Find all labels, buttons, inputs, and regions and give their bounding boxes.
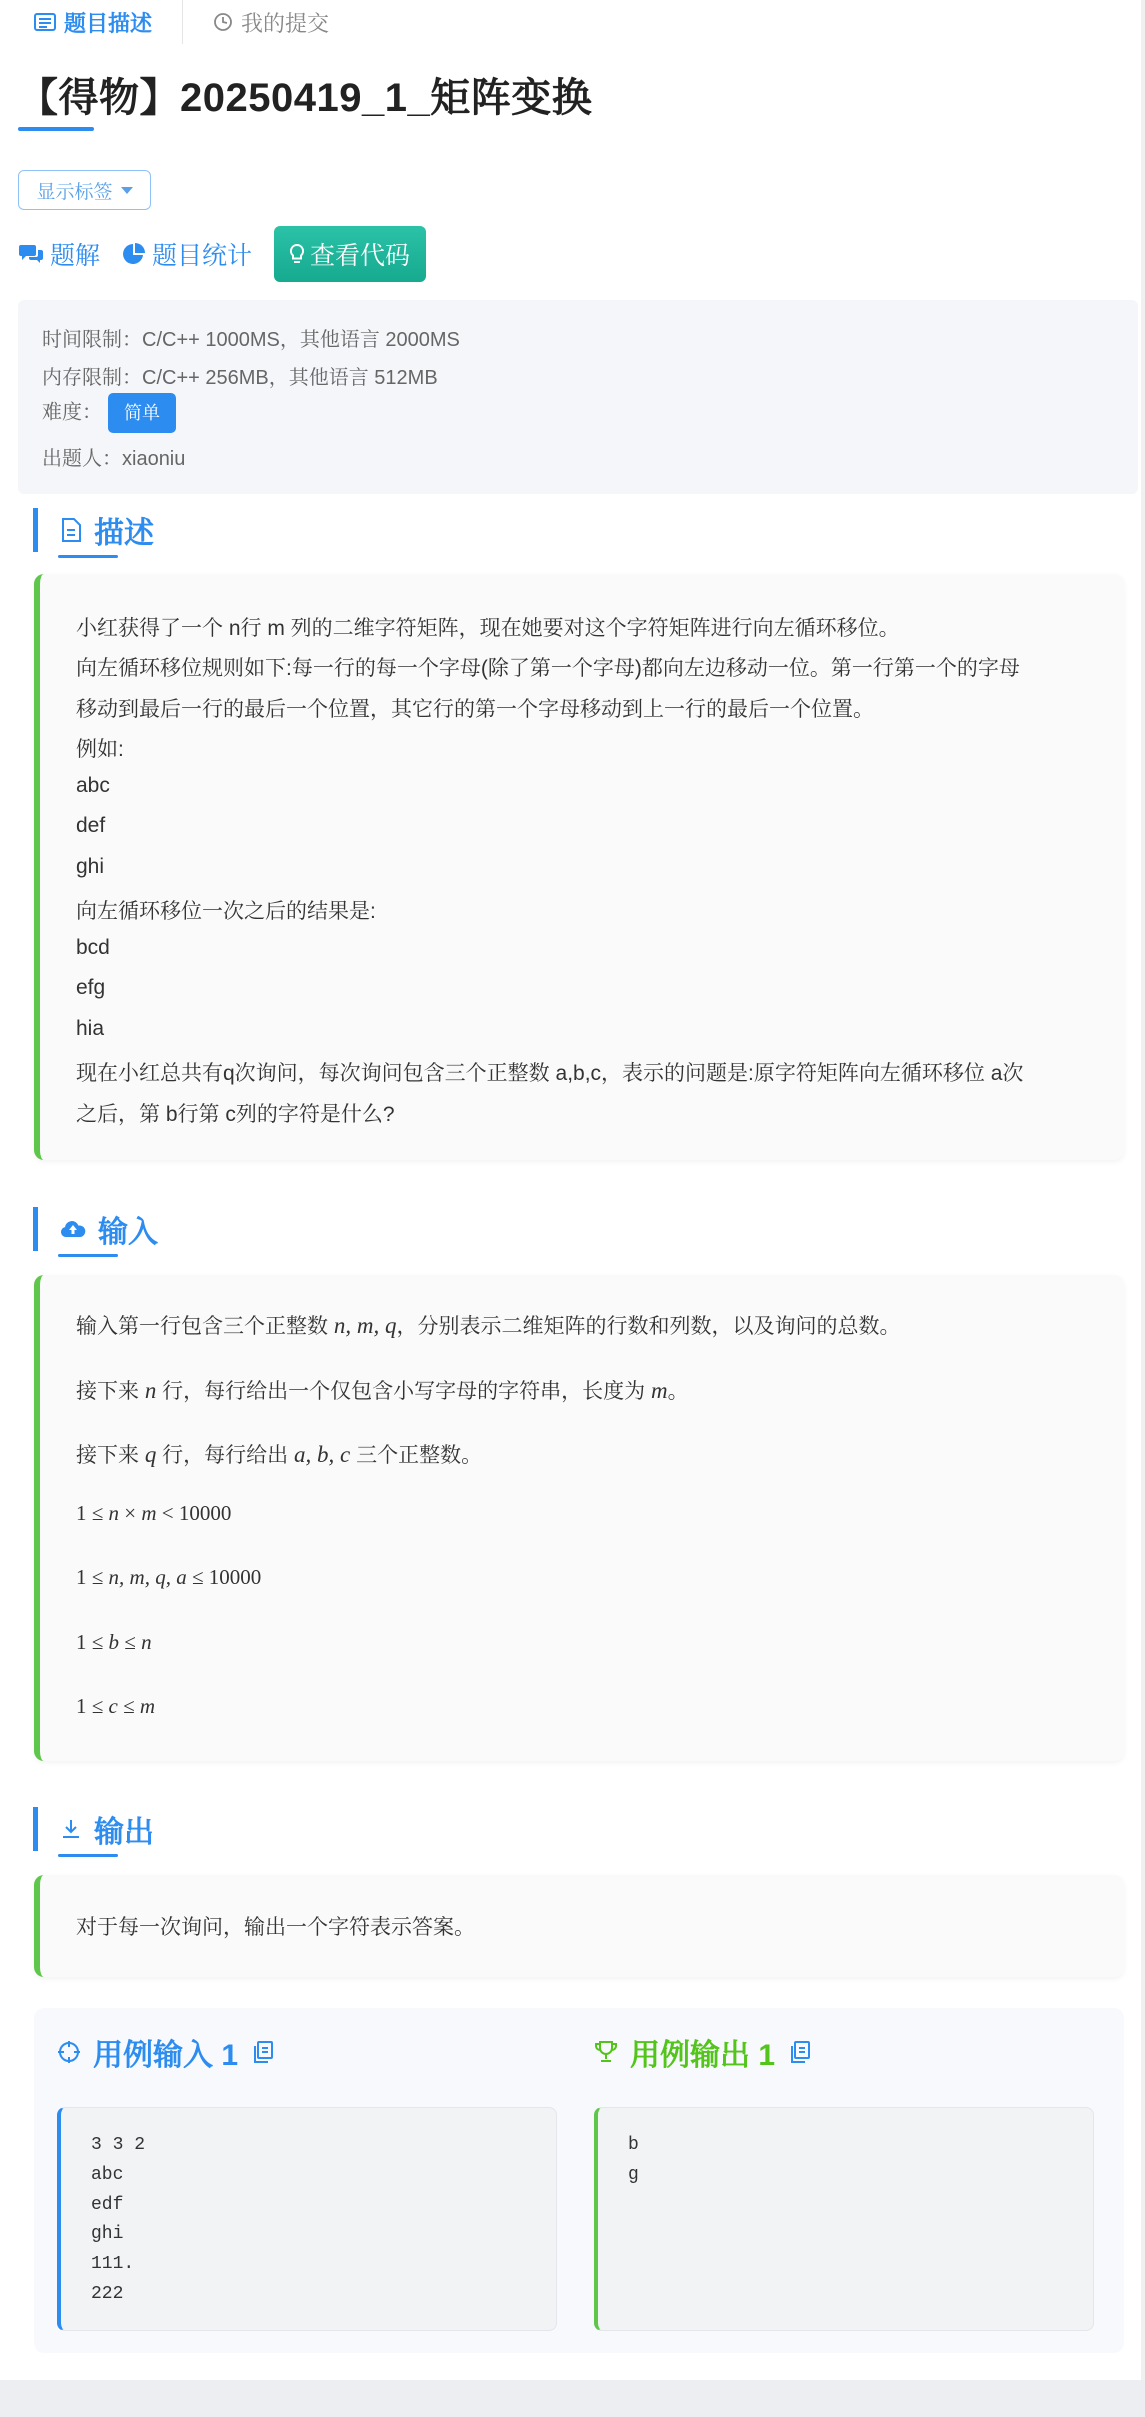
text: 接下来 [76, 1380, 145, 1403]
crosshair-icon [57, 2040, 81, 2064]
code-line: 3 3 2 [91, 2135, 146, 2155]
pie-chart-icon [122, 242, 146, 266]
clock-icon [213, 12, 233, 32]
math: b [108, 1630, 120, 1654]
text: 。 [667, 1380, 689, 1403]
description-line: ghi [76, 855, 105, 878]
description-line: 之后，第 b行第 c列的字符是什么? [76, 1103, 395, 1126]
difficulty-badge: 简单 [108, 393, 176, 433]
action-bar [18, 226, 426, 282]
math: 1 ≤ [76, 1501, 109, 1525]
section-input-title: 输入 [98, 1216, 158, 1249]
input-line-3 [76, 1439, 482, 1469]
math: n [108, 1501, 120, 1525]
description-line: 向左循环移位规则如下:每一行的每一个字母(除了第一个字母)都向左边移动一位。第一行第一个的字母 [76, 657, 1020, 680]
lightbulb-icon [290, 244, 304, 264]
math: 1 ≤ [76, 1630, 109, 1654]
output-panel [34, 1875, 1124, 1977]
page-title: 【得物】20250419_1_矩阵变换 [18, 76, 593, 120]
tab-description[interactable] [0, 0, 183, 44]
limits-panel [18, 300, 1138, 494]
view-code-button[interactable] [274, 226, 426, 282]
math: ≤ 10000 [186, 1565, 262, 1589]
math: m [141, 1501, 157, 1525]
constraint-3 [76, 1630, 152, 1655]
constraint-1 [76, 1501, 231, 1526]
tab-submissions-label: 我的提交 [241, 10, 330, 36]
tab-bar [0, 0, 1141, 44]
math: ≤ [119, 1630, 142, 1654]
copy-icon[interactable] [252, 2040, 274, 2064]
description-line: 移动到最后一行的最后一个位置，其它行的第一个字母移动到上一行的最后一个位置。 [76, 698, 874, 721]
constraint-4 [76, 1694, 155, 1719]
example-output-header [594, 2030, 823, 2074]
example-input-title: 用例输入 1 [93, 2039, 239, 2072]
section-underline [58, 1854, 118, 1857]
comments-icon [18, 243, 44, 265]
bottom-bar [0, 2380, 1145, 2417]
cloud-upload-icon [60, 1219, 86, 1239]
description-line: hia [76, 1017, 105, 1040]
text: 三个正整数。 [350, 1444, 483, 1467]
math: n [144, 1378, 157, 1403]
text: ，分别表示二维矩阵的行数和列数，以及询问的总数。 [396, 1315, 901, 1338]
section-underline [58, 555, 118, 558]
code-line: 222 [91, 2284, 124, 2304]
math: ≤ [117, 1694, 140, 1718]
description-line: bcd [76, 936, 110, 959]
math: n, m, q [333, 1313, 397, 1338]
difficulty-label: 难度： [42, 401, 102, 424]
time-limit: 时间限制：C/C++ 1000MS，其他语言 2000MS [42, 329, 460, 351]
stats-link[interactable] [122, 236, 252, 272]
code-line: edf [91, 2195, 124, 2215]
math: < 10000 [156, 1501, 232, 1525]
math: q [144, 1442, 157, 1467]
section-description-header [33, 508, 154, 552]
tab-submissions[interactable] [183, 0, 347, 44]
example-output-title: 用例输出 1 [630, 2039, 776, 2072]
code-line: g [628, 2165, 639, 2185]
document-icon [60, 517, 82, 543]
code-line: 111. [91, 2254, 135, 2274]
description-line: 小红获得了一个 n行 m 列的二维字符矩阵，现在她要对这个字符矩阵进行向左循环移位。 [76, 617, 900, 640]
input-line-1 [76, 1310, 900, 1340]
text: 输入第一行包含三个正整数 [76, 1315, 334, 1338]
description-line: 现在小红总共有q次询问，每次询问包含三个正整数 a,b,c，表示的问题是:原字符矩阵向左循环移位 a次 [76, 1062, 1024, 1085]
description-line: abc [76, 774, 110, 797]
description-panel [34, 574, 1124, 1160]
math: c [108, 1694, 118, 1718]
trophy-icon [594, 2040, 618, 2064]
view-code-label: 查看代码 [310, 242, 411, 270]
math: n [141, 1630, 152, 1654]
copy-icon[interactable] [789, 2040, 811, 2064]
section-underline [58, 1254, 118, 1257]
math: 1 ≤ [76, 1565, 109, 1589]
code-line: abc [91, 2165, 124, 2185]
math: m [651, 1378, 668, 1403]
list-icon [34, 13, 56, 31]
solution-label: 题解 [50, 242, 101, 270]
show-tags-button[interactable] [18, 170, 151, 210]
input-panel [34, 1275, 1124, 1761]
solution-link[interactable] [18, 236, 100, 272]
difficulty-row [42, 393, 176, 433]
description-line: def [76, 814, 106, 837]
tab-description-label: 题目描述 [64, 10, 153, 36]
code-line: ghi [91, 2224, 124, 2244]
stats-label: 题目统计 [152, 242, 253, 270]
text: 接下来 [76, 1444, 145, 1467]
download-icon [60, 1818, 82, 1840]
title-underline [18, 127, 94, 131]
math: a, b, c [294, 1442, 351, 1467]
show-tags-label: 显示标签 [36, 181, 113, 203]
math: n, m, q, a [108, 1565, 187, 1589]
output-text: 对于每一次询问，输出一个字符表示答案。 [76, 1916, 475, 1939]
example-input-header [57, 2030, 286, 2074]
input-line-2 [76, 1375, 689, 1405]
math: m [139, 1694, 156, 1718]
description-line: 向左循环移位一次之后的结果是: [76, 900, 376, 923]
math: × [119, 1501, 142, 1525]
author: 出题人：xiaoniu [42, 448, 186, 470]
section-output-header [33, 1807, 154, 1851]
example-input-box[interactable] [57, 2107, 557, 2331]
section-description-title: 描述 [94, 517, 154, 550]
caret-down-icon [121, 187, 133, 194]
constraint-2 [76, 1565, 261, 1590]
memory-limit: 内存限制：C/C++ 256MB，其他语言 512MB [42, 367, 438, 389]
scrollbar-track[interactable] [1141, 0, 1145, 2417]
math: 1 ≤ [76, 1694, 109, 1718]
text: 行，每行给出 [156, 1444, 295, 1467]
section-output-title: 输出 [94, 1816, 154, 1849]
description-line: 例如: [76, 738, 124, 761]
example-output-box[interactable] [594, 2107, 1094, 2331]
code-line: b [628, 2135, 639, 2155]
text: 行，每行给出一个仅包含小写字母的字符串，长度为 [156, 1380, 652, 1403]
section-input-header [33, 1207, 158, 1251]
description-line: efg [76, 976, 106, 999]
